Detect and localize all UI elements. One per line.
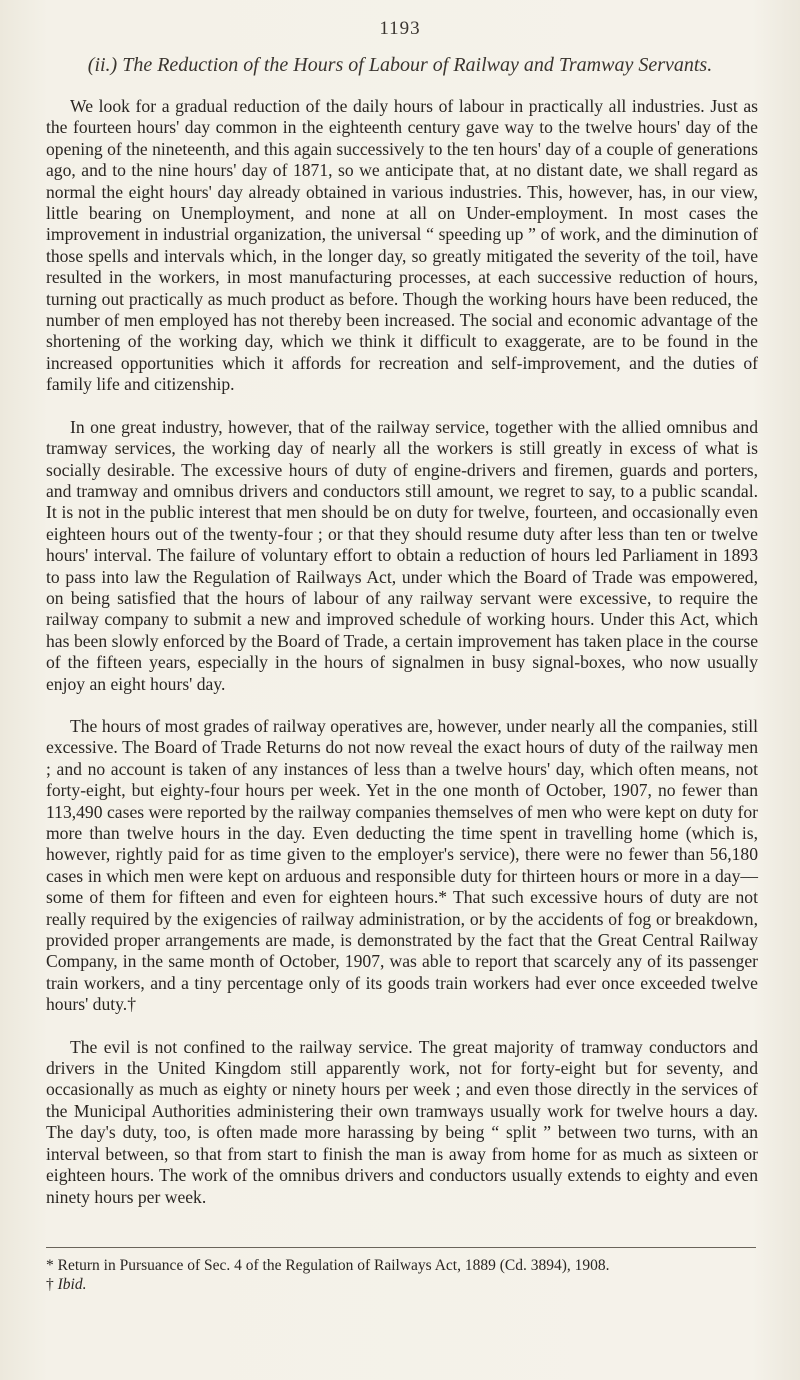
paragraph-2: In one great industry, however, that of the railway service, together with the allied omnibus and tramway services, the working day of nearly all the workers is still greatly in excess of what is socially desirable. The excessive hours of duty of engine-drivers and firemen, guards and porters, and tramway and omnibus drivers and conductors still amount, we regret to say, to a public scandal. It is not in the public interest that men should be on duty for twelve, fourteen, and occasionally even eighteen hours out of the twenty-four ; or that they should resume duty after less than ten or twelve hours' interval. The failure of voluntary effort to obtain a reduction of hours led Parliament in 1893 to pass into law the Regulation of Railways Act, under which the Board of Trade was empowered, on being satisfied that the hours of labour of any railway servant were excessive, to require the railway company to submit a new and improved schedule of working hours. Under this Act, which has been slowly enforced by the Board of Trade, a certain improvement has taken place in the course of the fifteen years, especially in the hours of signalmen in busy signal-boxes, who now usually enjoy an eight hours' day. [46, 416, 758, 694]
footnote-2-text: Ibid. [57, 1276, 87, 1293]
body-text [46, 96, 758, 1229]
footnote-2 [46, 1275, 758, 1294]
paragraph-4: The evil is not confined to the railway service. The great majority of tramway conductors and drivers in the United Kingdom still apparently work, not for forty-eight but for seventy, and occasionally as much as eighty or ninety hours per week ; and even those directly in the services of the Municipal Authorities administering their own tramways usually work for twelve hours a day. The day's duty, too, is often made more harassing by being “ split ” between two turns, with an interval between, so that from start to finish the man is away from home for as much as sixteen or eighteen hours. The work of the omnibus drivers and conductors usually extends to eighty and even ninety hours per week. [46, 1036, 758, 1207]
footnote-divider [46, 1247, 756, 1248]
footnotes [46, 1256, 758, 1294]
section-heading: (ii.) The Reduction of the Hours of Labour of Railway and Tramway Servants. [87, 54, 713, 76]
paragraph-3: The hours of most grades of railway operatives are, however, under nearly all the companies, still excessive. The Board of Trade Returns do not now reveal the exact hours of duty of the railway men ; and no account is taken of any instances of less than a twelve hours' day, which often means, not forty-eight, but eighty-four hours per week. Yet in the one month of October, 1907, no fewer than 113,490 cases were reported by the railway companies themselves of men who were kept on duty for more than twelve hours in the day. Even deducting the time spent in travelling home (which is, however, rightly paid for as time given to the employer's service), there were no fewer than 56,180 cases in which men were kept on arduous and responsible duty for thirteen hours or more in a day— some of them for fifteen and even for eighteen hours.* That such excessive hours of duty are not really required by the exigencies of railway administration, or by the accidents of fog or breakdown, provided proper arrangements are made, is demonstrated by the fact that the Great Central Railway Company, in the same month of October, 1907, was able to report that scarcely any of its passenger train workers, and a tiny percentage only of its goods train workers had ever once exceeded twelve hours' duty.† [46, 715, 758, 1015]
page-number: 1193 [379, 18, 421, 39]
footnote-1: * Return in Pursuance of Sec. 4 of the Regulation of Railways Act, 1889 (Cd. 3894), 1908. [46, 1257, 610, 1274]
paragraph-1: We look for a gradual reduction of the daily hours of labour in practically all industries. Just as the fourteen hours' day common in the eighteenth century gave way to the twelve hours' day of the opening of the nineteenth, and this again successively to the ten hours' day of a couple of generations ago, and to the nine hours' day of 1871, so we anticipate that, at no distant date, we shall regard as normal the eight hours' day already obtained in various industries. This, however, has, in our view, little bearing on Unemployment, and none at all on Under-employment. In most cases the improvement in industrial organization, the universal “ speeding up ” of work, and the diminution of those spells and intervals which, in the longer day, so greatly mitigated the severity of the toil, have resulted in the workers, in most manufacturing processes, at each successive reduction of hours, turning out practically as much product as before. Though the working hours have been reduced, the number of men employed has not thereby been increased. The social and economic advantage of the shortening of the working day, which we think it difficult to exaggerate, are to be found in the increased opportunities which it affords for recreation and self-improvement, and the duties of family life and citizenship. [46, 96, 758, 395]
footnote-2-mark: † [46, 1276, 54, 1293]
